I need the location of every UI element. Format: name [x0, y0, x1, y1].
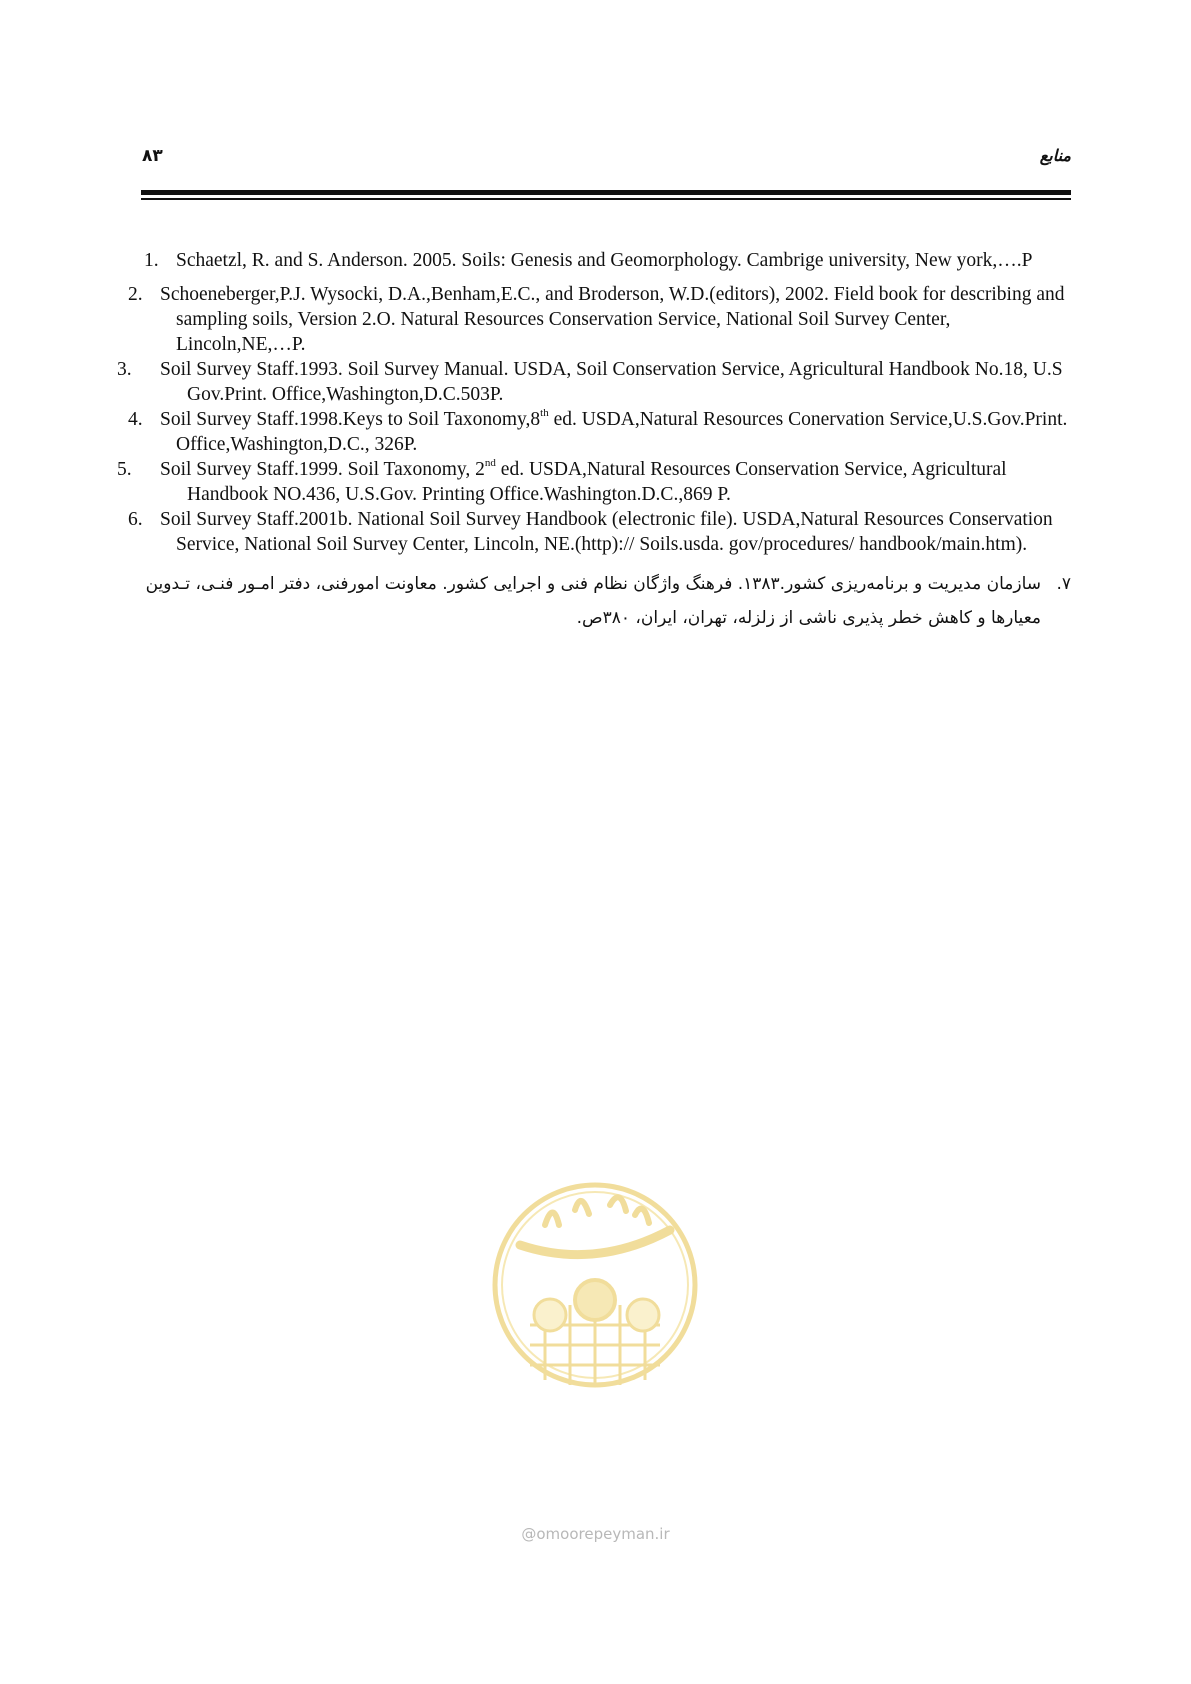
reference-text: Soil Survey Staff.2001b. National Soil Survey Handbook (electronic file). USDA,Natural Resources Conservation Service, National Soil Survey Center, Lincoln, NE.(http):// Soils.usda. gov/procedures/ handbook/main.htm). — [160, 509, 1053, 555]
reference-text — [160, 456, 1071, 507]
header-rule-thin — [141, 198, 1071, 200]
reference-item: 3. Soil Survey Staff.1993. Soil Survey Manual. USDA, Soil Conservation Service, Agricultural Handbook No.18, U.S Gov.Print. Office,Washington,D.C.503P. — [141, 357, 1071, 407]
watermark-calligraphy — [545, 1197, 649, 1225]
persian-reference-line-2: معیارها و کاهش خطر پذیری ناشی از زلزله، تهران، ایران، ۳۸۰ص. — [576, 608, 1041, 628]
reference-text: Soil Survey Staff.1993. Soil Survey Manual. USDA, Soil Conservation Service, Agricultural Handbook No.18, U.S Gov.Print. Office,Washington,D.C.503P. — [160, 359, 1063, 405]
reference-item: 4. Soil Survey Staff.1998.Keys to Soil Taxonomy,8th ed. USDA,Natural Resources Conervation Service,U.S.Gov.Print. Office,Washington,D.C., 326P. — [141, 407, 1071, 457]
header-rule-thick — [141, 190, 1071, 195]
reference-text-part: Soil Survey Staff.1999. Soil Taxonomy, 2 — [160, 459, 485, 480]
ordinal-superscript: nd — [484, 456, 496, 469]
excavator-icon — [627, 1299, 659, 1331]
persian-reference-line-1: سازمان مدیریت و برنامه‌ریزی کشور.۱۳۸۳. فرهنگ واژگان نظام فنی و اجرایی کشور. معاونت امورفنی، دفتر امـور فنـی، تـدوین — [145, 574, 1041, 594]
reference-item: 5. Soil Survey Staff.1999. Soil Taxonomy, 2nd ed. USDA,Natural Resources Conservation Service, Agricultural Handbook NO.436, U.S.Gov. Printing Office.Washington.D.C.,869 P. — [141, 457, 1071, 507]
reference-number: ۷. — [1056, 574, 1071, 594]
page-number: ۸۳ — [142, 146, 163, 166]
reference-item: 6. Soil Survey Staff.2001b. National Soil Survey Handbook (electronic file). USDA,Natural Resources Conservation Service, National Soil Survey Center, Lincoln, NE.(http):// Soils.usda. gov/procedures/ handbook/main.htm). — [141, 507, 1071, 557]
reference-text-part: Soil Survey Staff.1998.Keys to Soil Taxonomy,8 — [160, 409, 541, 430]
watermark-logo — [485, 1175, 705, 1405]
running-head: منابع — [1039, 146, 1071, 165]
reference-number: 1. — [144, 250, 159, 271]
reference-text-part: ed. USDA,Natural Resources Conervation Service,U.S.Gov.Print. Office,Washington,D.C., 326P. — [176, 409, 1068, 455]
scales-icon — [534, 1299, 566, 1331]
reference-text-part: ed. USDA,Natural Resources Conservation Service, Agricultural Handbook NO.436, U.S.Gov. Printing Office.Washington.D.C.,869 P. — [187, 459, 1007, 505]
gear-icon — [575, 1280, 615, 1320]
reference-text: Schoeneberger,P.J. Wysocki, D.A.,Benham,E.C., and Broderson, W.D.(editors), 2002. Field book for describing and sampling soils, Version 2.O. Natural Resources Conservation Service, National Soil Survey Center, Lincoln,NE,…P. — [160, 284, 1065, 355]
reference-text: Schaetzl, R. and S. Anderson. 2005. Soils: Genesis and Geomorphology. Cambrige university, New york,….P — [176, 250, 1033, 271]
watermark-url: @omoorepeyman.ir — [521, 1525, 670, 1543]
ordinal-superscript: th — [540, 406, 549, 419]
reference-item — [141, 248, 1071, 273]
watermark-calligraphy-swash — [520, 1230, 670, 1255]
persian-reference-item — [141, 567, 1071, 635]
reference-text — [160, 406, 1071, 457]
reference-item: 2. Schoeneberger,P.J. Wysocki, D.A.,Benham,E.C., and Broderson, W.D.(editors), 2002. Field book for describing and sampling soils, Version 2.O. Natural Resources Conservation Service, National Soil Survey Center, Lincoln,NE,…P. — [141, 282, 1071, 357]
reference-list — [117, 248, 1071, 635]
